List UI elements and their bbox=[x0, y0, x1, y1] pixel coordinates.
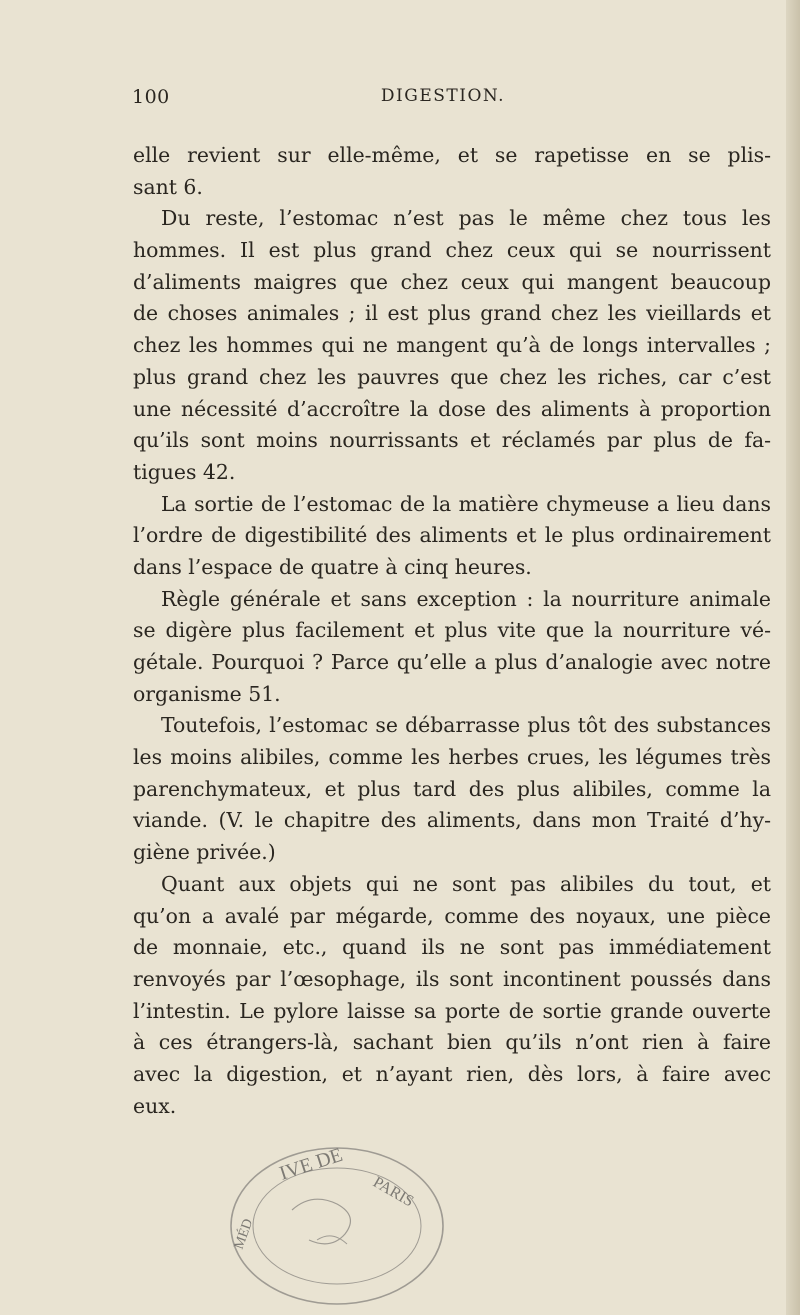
text-line: se digère plus facilement et plus vite que la nourriture vé- bbox=[133, 618, 771, 643]
text-line: sant 6. bbox=[133, 174, 203, 199]
text-line: Quant aux objets qui ne sont pas alibiles du tout, et bbox=[161, 871, 771, 896]
text-line: qu’ils sont moins nourrissants et réclamés par plus de fa- bbox=[133, 428, 771, 453]
page-number: 100 bbox=[132, 86, 170, 108]
text-line: une nécessité d’accroître la dose des aliments à proportion bbox=[133, 396, 771, 421]
page-header bbox=[132, 86, 754, 116]
text-line: Règle générale et sans exception : la nourriture animale bbox=[161, 586, 771, 611]
text-line: de choses animales ; il est plus grand chez les vieillards et bbox=[133, 301, 771, 326]
text-line: gétale. Pourquoi ? Parce qu’elle a plus d’analogie avec notre bbox=[133, 650, 771, 674]
svg-text:MÉD: MÉD bbox=[231, 1216, 257, 1252]
text-line: La sortie de l’estomac de la matière chymeuse a lieu dans bbox=[161, 491, 771, 516]
text-line: renvoyés par l’œsophage, ils sont incontinent poussés dans bbox=[133, 966, 771, 991]
svg-text:PARIS: PARIS bbox=[370, 1173, 417, 1211]
page-edge bbox=[786, 0, 800, 1315]
body-text bbox=[133, 140, 771, 1122]
text-line: à ces étrangers-là, sachant bien qu’ils n’ont rien à faire bbox=[133, 1030, 771, 1055]
text-line: giène privée.) bbox=[133, 840, 276, 865]
text-line: l’intestin. Le pylore laisse sa porte de sortie grande ouverte bbox=[133, 998, 771, 1023]
text-line: hommes. Il est plus grand chez ceux qui se nourrissent bbox=[133, 238, 771, 263]
text-line: eux. bbox=[133, 1093, 177, 1118]
text-line: les moins alibiles, comme les herbes crues, les légumes très bbox=[133, 745, 771, 770]
library-stamp bbox=[222, 1140, 462, 1310]
svg-text:IVE DE: IVE DE bbox=[276, 1143, 346, 1185]
text-line: Du reste, l’estomac n’est pas le même chez tous les bbox=[161, 206, 771, 231]
text-line: plus grand chez les pauvres que chez les riches, car c’est bbox=[133, 364, 771, 389]
text-line: Toutefois, l’estomac se débarrasse plus tôt des substances bbox=[161, 713, 771, 738]
running-head: DIGESTION. bbox=[380, 86, 506, 106]
text-line: d’aliments maigres que chez ceux qui mangent beaucoup bbox=[133, 269, 771, 294]
text-line: chez les hommes qui ne mangent qu’à de longs intervalles ; bbox=[133, 333, 771, 358]
text-line: avec la digestion, et n’ayant rien, dès lors, à faire avec bbox=[133, 1061, 771, 1086]
text-line: organisme 51. bbox=[133, 681, 281, 706]
text-line: l’ordre de digestibilité des aliments et le plus ordinairement bbox=[133, 523, 771, 548]
text-line: tigues 42. bbox=[133, 459, 236, 484]
text-line: elle revient sur elle-même, et se rapetisse en se plis- bbox=[133, 143, 771, 167]
text-line: dans l’espace de quatre à cinq heures. bbox=[133, 554, 532, 579]
text-line: qu’on a avalé par mégarde, comme des noyaux, une pièce bbox=[133, 903, 771, 928]
text-line: viande. (V. le chapitre des aliments, dans mon Traité d’hy- bbox=[133, 808, 771, 833]
text-line: parenchymateux, et plus tard des plus alibiles, comme la bbox=[133, 776, 771, 801]
text-line: de monnaie, etc., quand ils ne sont pas immédiatement bbox=[133, 935, 771, 960]
